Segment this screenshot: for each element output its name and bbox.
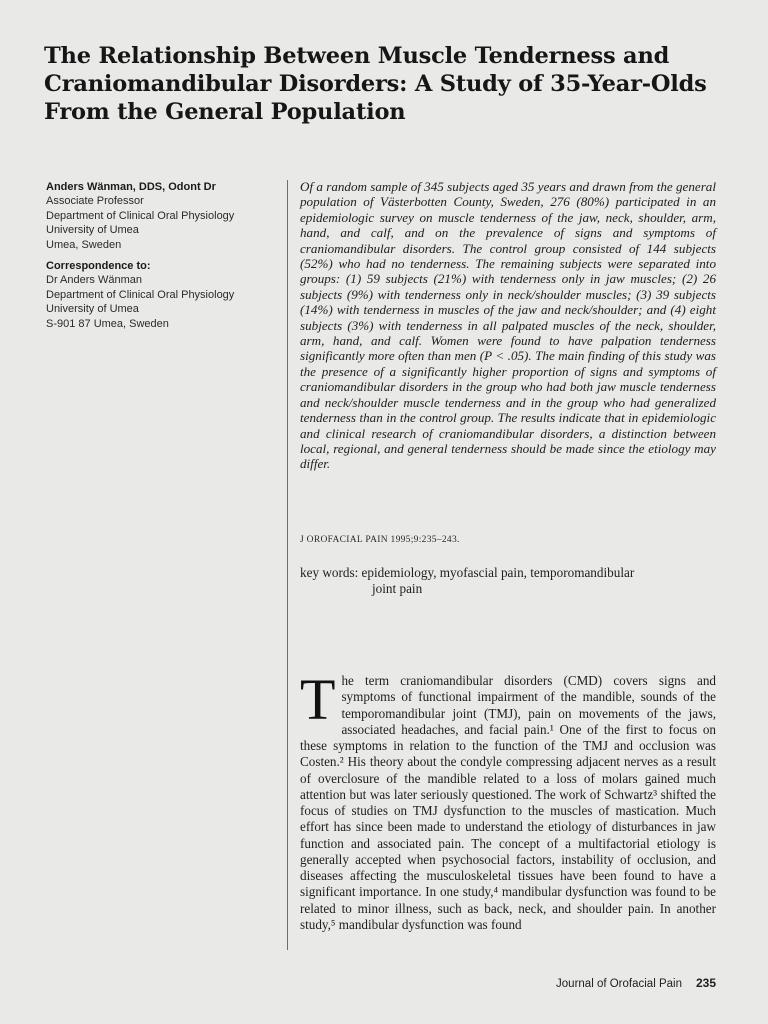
page-number: 235 <box>695 976 716 990</box>
correspondence-line: Department of Clinical Oral Physiology <box>46 288 235 301</box>
key-words-line-2: joint pain <box>372 581 423 596</box>
body-paragraph: he term craniomandibular disorders (CMD) covers signs and symptoms of functional impairment of the mandible, sounds of the temporomandibular joint (TMJ), pain on movements of the jaws, associated headaches, and facial pain.¹ One of the first to focus on these symptoms in relation to the function of the TMJ and occlusion was Costen.² His theory about the condyle compressing adjacent nerves as a result of overclosure of the mandible related to a loss of molars gained much attention but was later seriously questioned. The work of Schwartz³ shifted the focus of studies on TMJ dysfunction to the muscles of mastication. Much effort has since been made to understand the etiology of disturbances in jaw function and associated pain. The concept of a multifactorial etiology is generally accepted when psychosocial factors, instability of occlusion, and diseases affecting the musculoskeletal tissues have been found to have a significant importance. In one study,⁴ mandibular dysfunction was found to be related to minor illness, such as back, neck, and shoulder pain. In another study,⁵ mandibular dysfunction was found <box>300 673 716 932</box>
affiliation-line: Department of Clinical Oral Physiology <box>46 209 235 222</box>
correspondence-line: Dr Anders Wänman <box>46 274 142 287</box>
article-title <box>44 42 734 126</box>
drop-cap: T <box>300 667 336 732</box>
author-sidebar <box>46 180 282 331</box>
title-line: The Relationship Between Muscle Tenderness and <box>44 43 670 69</box>
affiliation-line: Umea, Sweden <box>46 238 122 251</box>
title-line: Craniomandibular Disorders: A Study of 35-Year-Olds <box>44 71 707 97</box>
correspondence-line: S-901 87 Umea, Sweden <box>46 317 169 330</box>
journal-citation: J OROFACIAL PAIN 1995;9:235–243. <box>300 535 460 545</box>
column-divider <box>287 180 288 950</box>
page-footer <box>556 976 716 990</box>
abstract: Of a random sample of 345 subjects aged 35 years and drawn from the general population of Västerbotten County, Sweden, 276 (80%) participated in an epidemiologic survey on muscle tenderness of the jaw, neck, shoulder, arm, hand, and calf, and on the prevalence of signs and symptoms of craniomandibular disorders. The control group consisted of 144 subjects (52%) who had no tenderness. The remaining subjects were separated into groups: (1) 59 subjects (21%) with tenderness only in jaw muscles; (2) 26 subjects (9%) with tenderness only in neck/shoulder muscles; (3) 39 subjects (14%) with tenderness in muscles of the jaw and neck/shoulder; and (4) eight subjects (3%) with tenderness in all palpated muscles of the neck, shoulder, arm, hand, and calf. Women were found to have palpation tenderness significantly more often than men (P < .05). The main finding of this study was the presence of a significantly higher proportion of signs and symptoms of craniomandibular disorders in the group who had both jaw muscle tenderness and neck/shoulder muscle tenderness and in the group who had generalized tenderness than in the control group. The results indicate that in epidemiologic and clinical research of craniomandibular disorders, a distinction between local, regional, and general tenderness should be made since the etiology may differ. <box>300 179 716 472</box>
affiliation-line: Associate Professor <box>46 195 144 208</box>
affiliation-line: University of Umea <box>46 224 139 237</box>
correspondence-line: University of Umea <box>46 303 139 316</box>
key-words-label: key words: <box>300 565 359 580</box>
correspondence-heading: Correspondence to: <box>46 260 151 273</box>
key-words-line-1: epidemiology, myofascial pain, temporomandibular <box>361 565 635 580</box>
body-text <box>300 667 716 933</box>
title-line: From the General Population <box>44 99 406 125</box>
footer-journal: Journal of Orofacial Pain <box>556 978 682 990</box>
key-words <box>300 565 716 597</box>
author-name: Anders Wänman, DDS, Odont Dr <box>46 181 216 193</box>
